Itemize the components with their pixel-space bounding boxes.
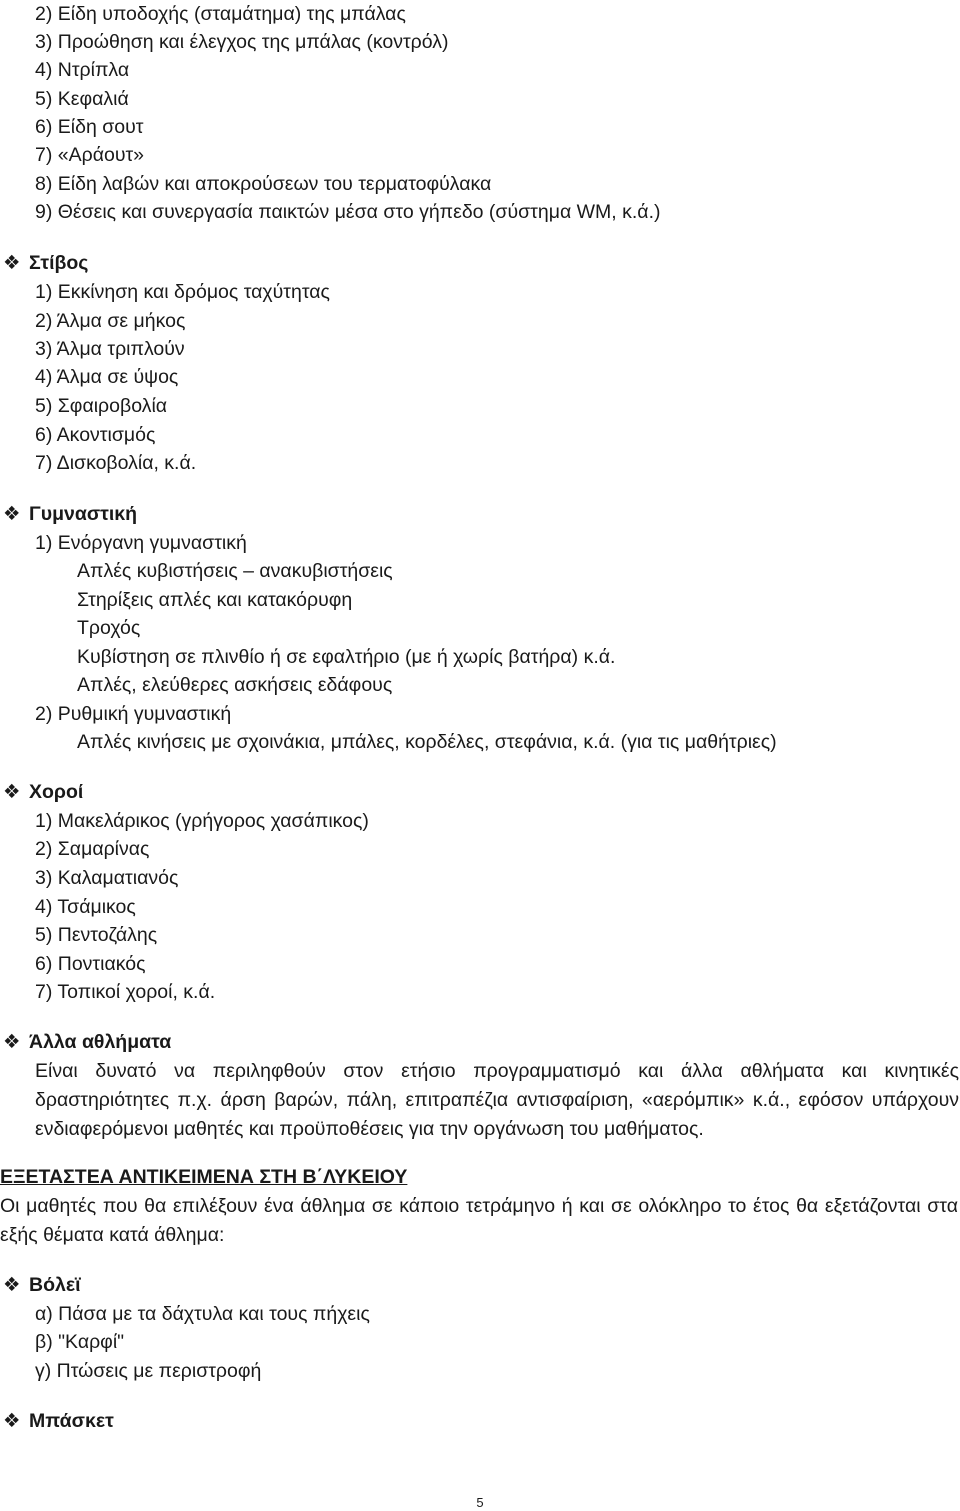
list-item: 9) Θέσεις και συνεργασία παικτών μέσα στο γήπεδο (σύστημα WM, κ.ά.): [35, 201, 661, 223]
list-item: 2) Ρυθμική γυμναστική: [35, 703, 232, 725]
diamond-bullet-icon: ❖: [3, 503, 21, 525]
paragraph-alla: Είναι δυνατό να περιληφθούν στον ετήσιο προγραμματισμό και άλλα αθλήματα και κινητικές δραστηριότητες π.χ. άρση βαρών, πάλη, επιτραπέζια αντισφαίριση, «αερόμπικ» κ.ά., εφόσον υπάρχουν ενδιαφερόμενοι μαθητές και προϋποθέσεις για την οργάνωση του μαθήματος.: [35, 1060, 959, 1140]
sub-list-item: Κυβίστηση σε πλινθίο ή σε εφαλτήριο (με ή χωρίς βατήρα) κ.ά.: [77, 646, 616, 668]
list-item: 6) Ακοντισμός: [35, 424, 156, 446]
list-item: 1) Μακελάρικος (γρήγορος χασάπικος): [35, 810, 369, 832]
paragraph-exam: Οι μαθητές που θα επιλέξουν ένα άθλημα σε κάποιο τετράμηνο ή και σε ολόκληρο το έτος θα εξετάζονται στα εξής θέματα κατά άθλημα:: [0, 1195, 958, 1246]
section-title: Βόλεϊ: [29, 1274, 81, 1296]
sub-list-item: Απλές, ελεύθερες ασκήσεις εδάφους: [77, 674, 393, 696]
list-item: 8) Είδη λαβών και αποκρούσεων του τερματοφύλακα: [35, 173, 492, 195]
list-item: α) Πάσα με τα δάχτυλα και τους πήχεις: [35, 1303, 370, 1325]
list-item: β) "Καρφί": [35, 1331, 125, 1353]
section-heading-xoroi: [3, 778, 83, 806]
list-item: 7) «Αράουτ»: [35, 144, 145, 166]
list-item: 7) Δισκοβολία, κ.ά.: [35, 452, 197, 474]
list-item: 5) Σφαιροβολία: [35, 395, 168, 417]
section-heading-basket: [3, 1407, 114, 1435]
list-item: 3) Καλαματιανός: [35, 867, 179, 889]
list-item: 6) Είδη σουτ: [35, 116, 144, 138]
section-title: Γυμναστική: [29, 503, 138, 525]
list-item: 7) Τοπικοί χοροί, κ.ά.: [35, 981, 216, 1003]
list-item: 6) Ποντιακός: [35, 953, 146, 975]
list-item: γ) Πτώσεις με περιστροφή: [35, 1360, 262, 1382]
sub-list-item: Στηρίξεις απλές και κατακόρυφη: [77, 589, 353, 611]
section-title: Μπάσκετ: [29, 1410, 114, 1432]
list-item: 4) Ντρίπλα: [35, 59, 130, 81]
diamond-bullet-icon: ❖: [3, 252, 21, 274]
sub-list-item: Τροχός: [77, 617, 141, 639]
sub-list-item: Απλές κινήσεις με σχοινάκια, μπάλες, κορδέλες, στεφάνια, κ.ά. (για τις μαθήτριες): [77, 731, 777, 753]
list-item: 2) Είδη υποδοχής (σταμάτημα) της μπάλας: [35, 3, 406, 25]
diamond-bullet-icon: ❖: [3, 1274, 21, 1296]
section-heading-alla: [3, 1028, 171, 1056]
exam-heading: ΕΞΕΤΑΣΤΕΑ ΑΝΤΙΚΕΙΜΕΝΑ ΣΤΗ Β΄ΛΥΚΕΙΟΥ: [0, 1166, 408, 1188]
sub-list-item: Απλές κυβιστήσεις – ανακυβιστήσεις: [77, 560, 393, 582]
list-item: 3) Προώθηση και έλεγχος της μπάλας (κοντρόλ): [35, 31, 449, 53]
list-item: 5) Πεντοζάλης: [35, 924, 158, 946]
list-item: 4) Άλμα σε ύψος: [35, 366, 179, 388]
list-item: 4) Τσάμικος: [35, 896, 136, 918]
list-item: 1) Εκκίνηση και δρόμος ταχύτητας: [35, 281, 330, 303]
diamond-bullet-icon: ❖: [3, 781, 21, 803]
section-heading-gymnastiki: [3, 500, 137, 528]
list-item: 1) Ενόργανη γυμναστική: [35, 532, 247, 554]
list-item: 2) Άλμα σε μήκος: [35, 310, 186, 332]
page-number: 5: [476, 1495, 484, 1510]
list-item: 3) Άλμα τριπλούν: [35, 338, 185, 360]
section-title: Στίβος: [29, 252, 89, 274]
diamond-bullet-icon: ❖: [3, 1410, 21, 1432]
section-heading-stivos: [3, 249, 88, 277]
section-title: Χοροί: [29, 781, 84, 803]
list-item: 2) Σαμαρίνας: [35, 838, 150, 860]
section-heading-volei: [3, 1271, 81, 1299]
diamond-bullet-icon: ❖: [3, 1031, 21, 1053]
section-title: Άλλα αθλήματα: [29, 1031, 172, 1053]
list-item: 5) Κεφαλιά: [35, 88, 129, 110]
